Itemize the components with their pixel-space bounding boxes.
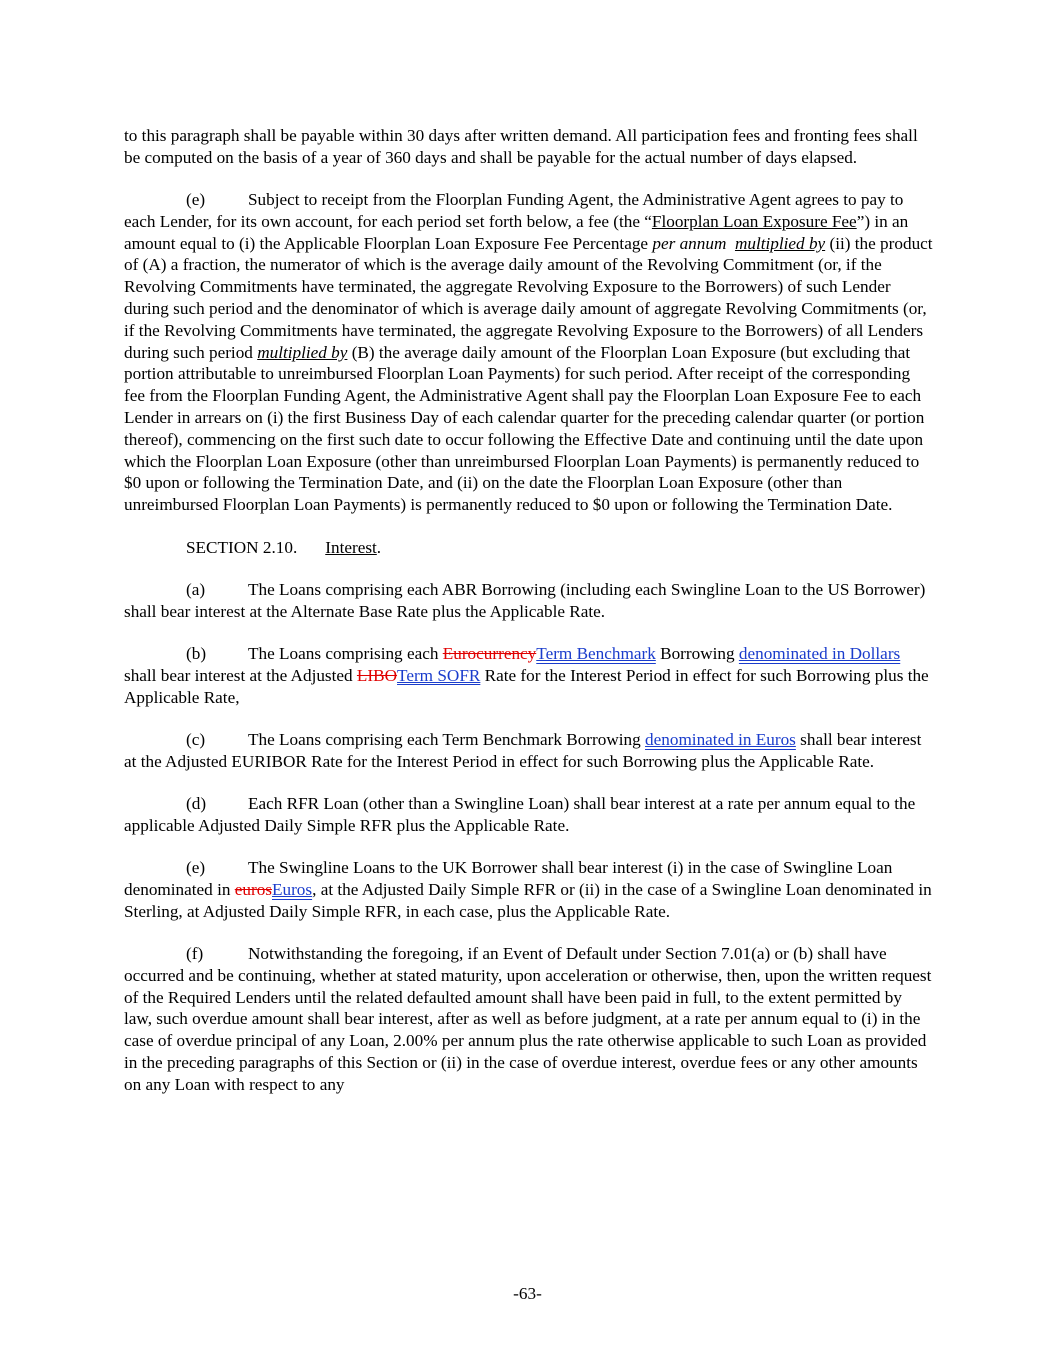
paragraph-e-swingline: (e) The Swingline Loans to the UK Borrower shall bear interest (i) in the case of Swingline Loan denominated in eurosEuros, at the Adjusted Daily Simple RFR or (ii) in the case of a Swingline Loan denominated in Sterling, at Adjusted Daily Simple RFR, in each case, plus the Applicable Rate. [124, 858, 932, 921]
section-heading: SECTION 2.10. Interest. [186, 537, 382, 557]
inserted-text: Term Benchmark [536, 643, 656, 663]
italic-term: multiplied by [257, 342, 348, 362]
section-title: Interest [325, 537, 377, 557]
paragraph-label: (f) [186, 943, 204, 963]
paragraph-e-floorplan-fee: (e) Subject to receipt from the Floorplan Funding Agent, the Administrative Agent agrees to pay to each Lender, for its own account, for each period set forth below, a fee (the “Floorplan Loan Exposure Fee”) in an amount equal to (i) the Applicable Floorplan Loan Exposure Fee Percentage per annum multiplied by (ii) the product of (A) a fraction, the numerator of which is the average daily amount of the Revolving Commitment (or, if the Revolving Commitments have terminated, the aggregate Revolving Exposure to the Borrowers) of such Lender during such period and the denominator of which is average daily amount of aggregate Revolving Commitments (or, if the Revolving Commitments have terminated, the aggregate Revolving Exposure to the Borrowers) of all Lenders during such period multiplied by (B) the average daily amount of the Floorplan Loan Exposure (but excluding that portion attributable to unreimbursed Floorplan Loan Payments) for such period. After receipt of the corresponding fee from the Floorplan Funding Agent, the Administrative Agent shall pay the Floorplan Loan Exposure Fee to each Lender in arrears on (i) the first Business Day of each calendar quarter for the preceding calendar quarter (or portion thereof), commencing on the first such date to occur following the Effective Date and continuing until the date upon which the Floorplan Loan Exposure (other than unreimbursed Floorplan Loan Payments) is permanently reduced to $0 upon or following the Termination Date, and (ii) on the date the Floorplan Loan Exposure (other than unreimbursed Floorplan Loan Payments) is permanently reduced to $0 upon or following the Termination Date. [124, 190, 933, 515]
paragraph-continuation: to this paragraph shall be payable within 30 days after written demand. All participation fees and fronting fees shall be computed on the basis of a year of 360 days and shall be payable for the actual number of days elapsed. [124, 126, 918, 167]
deleted-text: LIBO [356, 665, 398, 685]
paragraph-a: (a) The Loans comprising each ABR Borrowing (including each Swingline Loan to the US Borrower) shall bear interest at the Alternate Base Rate plus the Applicable Rate. [124, 579, 926, 621]
defined-term: Floorplan Loan Exposure Fee [651, 211, 857, 231]
page-number: -63- [513, 1284, 542, 1303]
paragraph-d: (d) Each RFR Loan (other than a Swingline Loan) shall bear interest at a rate per annum equal to the applicable Adjusted Daily Simple RFR plus the Applicable Rate. [124, 793, 916, 835]
deleted-text: Eurocurrency [442, 643, 537, 663]
paragraph-label: (c) [186, 729, 206, 749]
italic-term: multiplied by [734, 233, 826, 253]
deleted-text: euros [234, 879, 272, 899]
inserted-text: Term SOFR [397, 665, 481, 685]
inserted-text: denominated in Dollars [738, 643, 901, 663]
paragraph-label: (a) [186, 579, 206, 599]
section-number: SECTION 2.10. [186, 537, 298, 557]
inserted-text: Euros [271, 879, 313, 899]
paragraph-label: (e) [186, 190, 206, 210]
inserted-text: denominated in Euros [645, 729, 796, 749]
document-body [124, 125, 934, 1116]
paragraph-label: (b) [186, 643, 207, 663]
paragraph-b: (b) The Loans comprising each EurocurrencyTerm Benchmark Borrowing denominated in Dollars shall bear interest at the Adjusted LIBOTerm SOFR Rate for the Interest Period in effect for such Borrowing plus the Applicable Rate, [124, 643, 929, 707]
paragraph-c: (c) The Loans comprising each Term Benchmark Borrowing denominated in Euros shall bear interest at the Adjusted EURIBOR Rate for the Interest Period in effect for such Borrowing plus the Applicable Rate. [124, 729, 922, 771]
paragraph-label: (e) [186, 858, 206, 878]
italic-term: per annum [652, 233, 727, 253]
paragraph-label: (d) [186, 793, 207, 813]
paragraph-f: (f) Notwithstanding the foregoing, if an Event of Default under Section 7.01(a) or (b) shall have occurred and be continuing, whether at stated maturity, upon acceleration or otherwise, then, upon the written request of the Required Lenders until the related defaulted amount shall have been paid in full, to the extent permitted by law, such overdue amount shall bear interest, after as well as before judgment, at a rate per annum equal to (i) in the case of overdue principal of any Loan, 2.00% per annum plus the rate otherwise applicable to such Loan as provided in the preceding paragraphs of this Section or (ii) in the case of overdue interest, overdue fees or any other amounts on any Loan with respect to any [124, 943, 932, 1094]
